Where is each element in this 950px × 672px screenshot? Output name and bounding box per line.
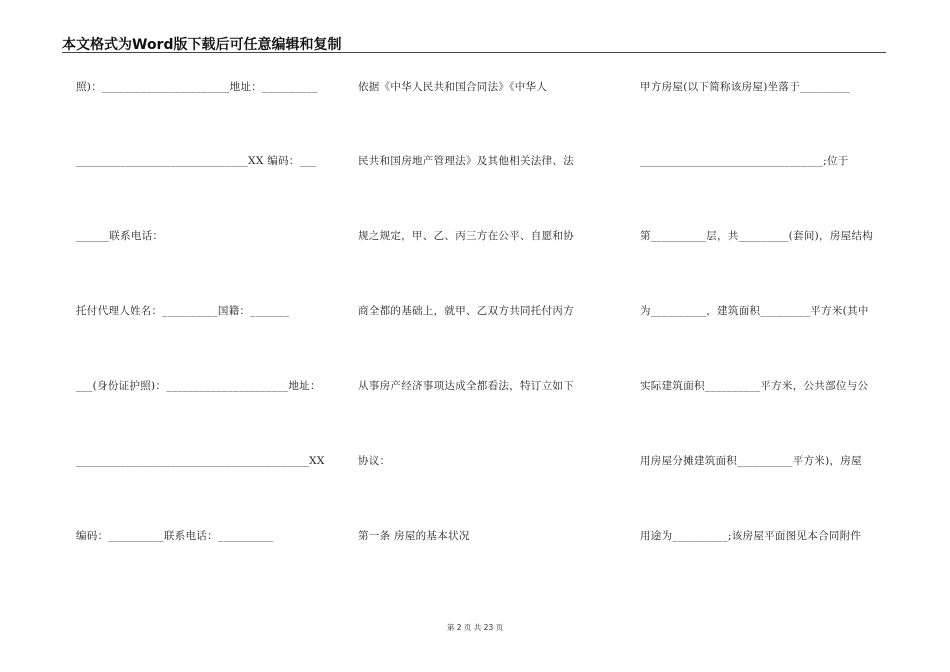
text-line: 用途为__________;该房屋平面图见本合同附件 <box>640 530 862 542</box>
text-line: _________________________________;位于 <box>640 155 849 167</box>
text-line: 用房屋分摊建筑面积__________平方米)，房屋 <box>640 455 862 467</box>
text-line: 照)：_______________________地址：__________ <box>76 81 318 93</box>
text-line: 实际建筑面积__________平方米，公共部位与公 <box>640 380 869 392</box>
page-number: 第 2 页 共 23 页 <box>446 623 504 632</box>
document-header-title: 本文格式为Word版下载后可任意编辑和复制 <box>62 37 342 53</box>
text-line: 规之规定，甲、乙、丙三方在公平、自愿和协 <box>358 230 574 242</box>
text-line: ______联系电话： <box>76 230 164 242</box>
text-line: 协议： <box>358 455 391 467</box>
header-divider <box>62 52 886 53</box>
text-line: _______________________________XX 编码：___ <box>76 155 317 167</box>
text-line: ___(身份证护照)：______________________地址： <box>76 380 321 392</box>
text-line: 编码：__________联系电话：__________ <box>76 530 274 542</box>
text-line: 第__________层，共_________(套间)，房屋结构 <box>640 230 874 242</box>
text-line: 托付代理人姓名：__________国籍：_______ <box>76 305 290 317</box>
text-line: 民共和国房地产管理法》及其他相关法律、法 <box>358 155 574 167</box>
text-line: 商全都的基础上，就甲、乙双方共同托付丙方 <box>358 305 574 317</box>
text-line: 从事房产经济事项达成全都看法，特订立如下 <box>358 380 574 392</box>
text-line: __________________________________________XX <box>76 455 325 467</box>
section-heading: 第一条 房屋的基本状况 <box>358 530 470 542</box>
text-line: 甲方房屋(以下简称该房屋)坐落于_________ <box>640 81 850 93</box>
text-line: 依据《中华人民共和国合同法》《中华人 <box>358 81 548 93</box>
text-line: 为__________，建筑面积_________平方米(其中 <box>640 305 869 317</box>
